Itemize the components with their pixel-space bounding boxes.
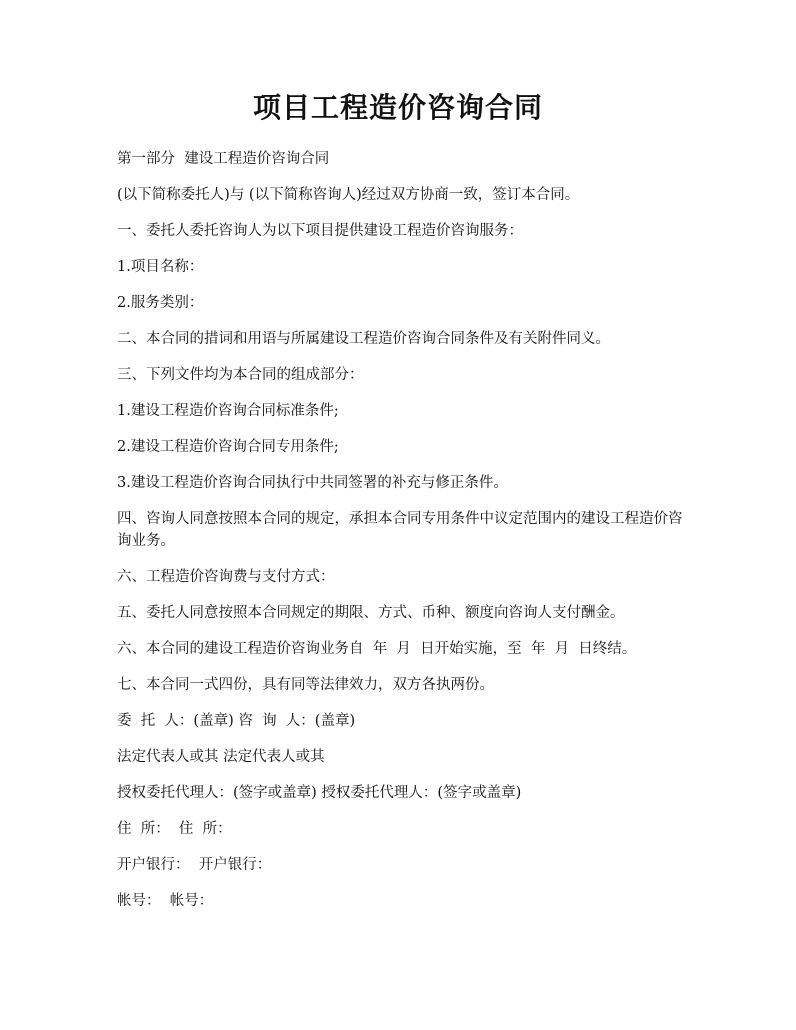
document-list-item-2: 2.建设工程造价咨询合同专用条件; <box>117 439 339 455</box>
part-heading: 第一部分 建设工程造价咨询合同 <box>117 151 330 167</box>
account-line: 帐号： 帐号： <box>117 893 214 909</box>
project-name-line: 1.项目名称： <box>117 259 204 275</box>
service-type-line: 2.服务类别： <box>117 295 204 311</box>
clause-5: 五、委托人同意按照本合同规定的期限、方式、币种、额度向咨询人支付酬金。 <box>117 605 625 621</box>
parties-intro: (以下简称委托人)与 (以下简称咨询人)经过双方协商一致，签订本合同。 <box>117 187 580 203</box>
clause-7: 七、本合同一式四份，具有同等法律效力，双方各执两份。 <box>117 677 494 693</box>
document-list-item-3: 3.建设工程造价咨询合同执行中共同签署的补充与修正条件。 <box>117 475 508 491</box>
clause-2: 二、本合同的措词和用语与所属建设工程造价咨询合同条件及有关附件同义。 <box>117 331 610 347</box>
clause-4: 四、咨询人同意按照本合同的规定，承担本合同专用条件中议定范围内的建设工程造价咨询业务。 <box>117 511 683 549</box>
signature-parties-line: 委 托 人：(盖章) 咨 询 人：(盖章) <box>117 713 356 729</box>
document-body <box>117 148 687 926</box>
clause-3: 三、下列文件均为本合同的组成部分： <box>117 367 364 383</box>
document-list-item-1: 1.建设工程造价咨询合同标准条件; <box>117 403 339 419</box>
address-line: 住 所： 住 所： <box>117 821 232 837</box>
legal-representative-line: 法定代表人或其 法定代表人或其 <box>117 749 325 765</box>
clause-6: 六、本合同的建设工程造价咨询业务自 年 月 日开始实施，至 年 月 日终结。 <box>117 641 637 657</box>
fee-payment-heading: 六、工程造价咨询费与支付方式： <box>117 569 335 585</box>
document-title: 项目工程造价咨询合同 <box>252 91 543 124</box>
authorized-agent-line: 授权委托代理人：(签字或盖章) 授权委托代理人：(签字或盖章) <box>117 785 522 801</box>
bank-line: 开户银行： 开户银行： <box>117 857 272 873</box>
clause-1: 一、委托人委托咨询人为以下项目提供建设工程造价咨询服务： <box>117 223 523 239</box>
